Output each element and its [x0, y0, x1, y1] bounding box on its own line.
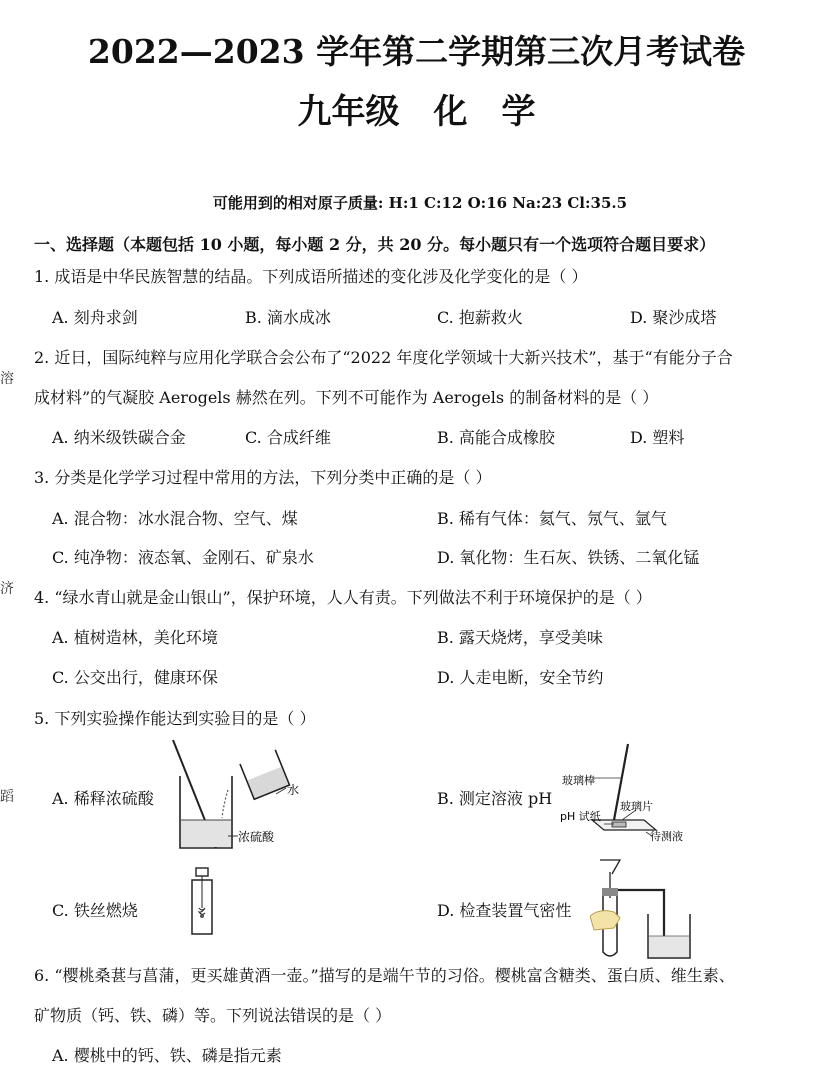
q3-option-b: B. 稀有气体：氦气、氖气、氩气 — [437, 509, 667, 528]
figure-airtight-check — [590, 858, 700, 960]
question-4-stem: 4. “绿水青山就是金山银山”，保护环境，人人有责。下列做法不利于环境保护的是（ ） — [34, 588, 652, 607]
question-5-stem: 5. 下列实验操作能达到实验目的是（ ） — [34, 709, 316, 728]
section-heading: 一、选择题（本题包括 10 小题，每小题 2 分，共 20 分。每小题只有一个选项符合题目要求） — [34, 235, 716, 254]
q4-option-d: D. 人走电断，安全节约 — [437, 668, 604, 687]
question-6-stem-line2: 矿物质（钙、铁、磷）等。下列说法错误的是（ ） — [34, 1006, 392, 1025]
question-2-stem-line2: 成材料”的气凝胶 Aerogels 赫然在列。下列不可能作为 Aerogels 的制备材料的是（ ） — [34, 388, 659, 407]
q2-option-c: C. 合成纤维 — [245, 428, 331, 447]
label-glass-rod: 玻璃棒 — [562, 774, 595, 787]
question-6-stem-line1: 6. “樱桃桑葚与菖蒲，更买雄黄酒一壶。”描写的是端午节的习俗。樱桃富含糖类、蛋白质、维生素、 — [34, 966, 735, 985]
q1-option-d: D. 聚沙成塔 — [630, 308, 717, 327]
hand-shape — [590, 911, 620, 930]
beaker-liquid — [181, 820, 231, 847]
margin-mark: 蹈 — [0, 789, 14, 805]
exam-title: 2022—2023 学年第二学期第三次月考试卷 — [87, 32, 746, 71]
q1-option-c: C. 抱薪救火 — [437, 308, 523, 327]
label-conc-acid: 浓硫酸 — [238, 830, 275, 844]
q5-option-c: C. 铁丝燃烧 — [52, 901, 138, 920]
q4-option-c: C. 公交出行，健康环保 — [52, 668, 218, 687]
q2-option-b: B. 高能合成橡胶 — [437, 428, 555, 447]
q6-option-a: A. 樱桃中的钙、铁、磷是指元素 — [52, 1046, 282, 1065]
q1-option-b: B. 滴水成冰 — [245, 308, 331, 327]
q3-option-a: A. 混合物：冰水混合物、空气、煤 — [52, 509, 298, 528]
q3-option-c: C. 纯净物：液态氧、金刚石、矿泉水 — [52, 548, 314, 567]
q1-option-a: A. 刻舟求剑 — [52, 308, 138, 327]
figure-dilute-acid — [168, 736, 308, 856]
label-glass-slide: 玻璃片 — [620, 800, 653, 813]
label-water: 水 — [287, 783, 300, 797]
q4-option-b: B. 露天烧烤，享受美味 — [437, 628, 603, 647]
label-test-liquid: 待测液 — [650, 830, 683, 843]
label-ph-paper: pH 试纸 — [560, 810, 601, 823]
stopper — [602, 888, 618, 896]
exam-subtitle: 九年级 化 学 — [297, 92, 536, 132]
question-2-stem-line1: 2. 近日，国际纯粹与应用化学联合会公布了“2022 年度化学领域十大新兴技术”，基于“有能分子合 — [34, 348, 733, 367]
margin-mark: 溶 — [0, 371, 14, 387]
atomic-masses: 可能用到的相对原子质量: H:1 C:12 O:16 Na:23 Cl:35.5 — [212, 194, 628, 212]
q4-option-a: A. 植树造林，美化环境 — [52, 628, 218, 647]
question-1-stem: 1. 成语是中华民族智慧的结晶。下列成语所描述的变化涉及化学变化的是（ ） — [34, 267, 588, 286]
q2-option-a: A. 纳米级铁碳合金 — [52, 428, 186, 447]
q5-option-b: B. 测定溶液 pH — [437, 789, 553, 808]
q5-option-d: D. 检查装置气密性 — [437, 901, 572, 920]
pouring-beaker — [240, 750, 289, 799]
q3-option-d: D. 氧化物：生石灰、铁锈、二氧化锰 — [437, 548, 700, 567]
figure-iron-burning — [182, 866, 222, 938]
iron-coil — [199, 908, 205, 914]
question-3-stem: 3. 分类是化学学习过程中常用的方法，下列分类中正确的是（ ） — [34, 468, 492, 487]
ph-paper-shape — [612, 822, 626, 827]
figure-ph-test — [560, 740, 700, 848]
q5-option-a: A. 稀释浓硫酸 — [52, 789, 154, 808]
q2-option-d: D. 塑料 — [630, 428, 685, 447]
margin-mark: 济 — [0, 581, 14, 597]
